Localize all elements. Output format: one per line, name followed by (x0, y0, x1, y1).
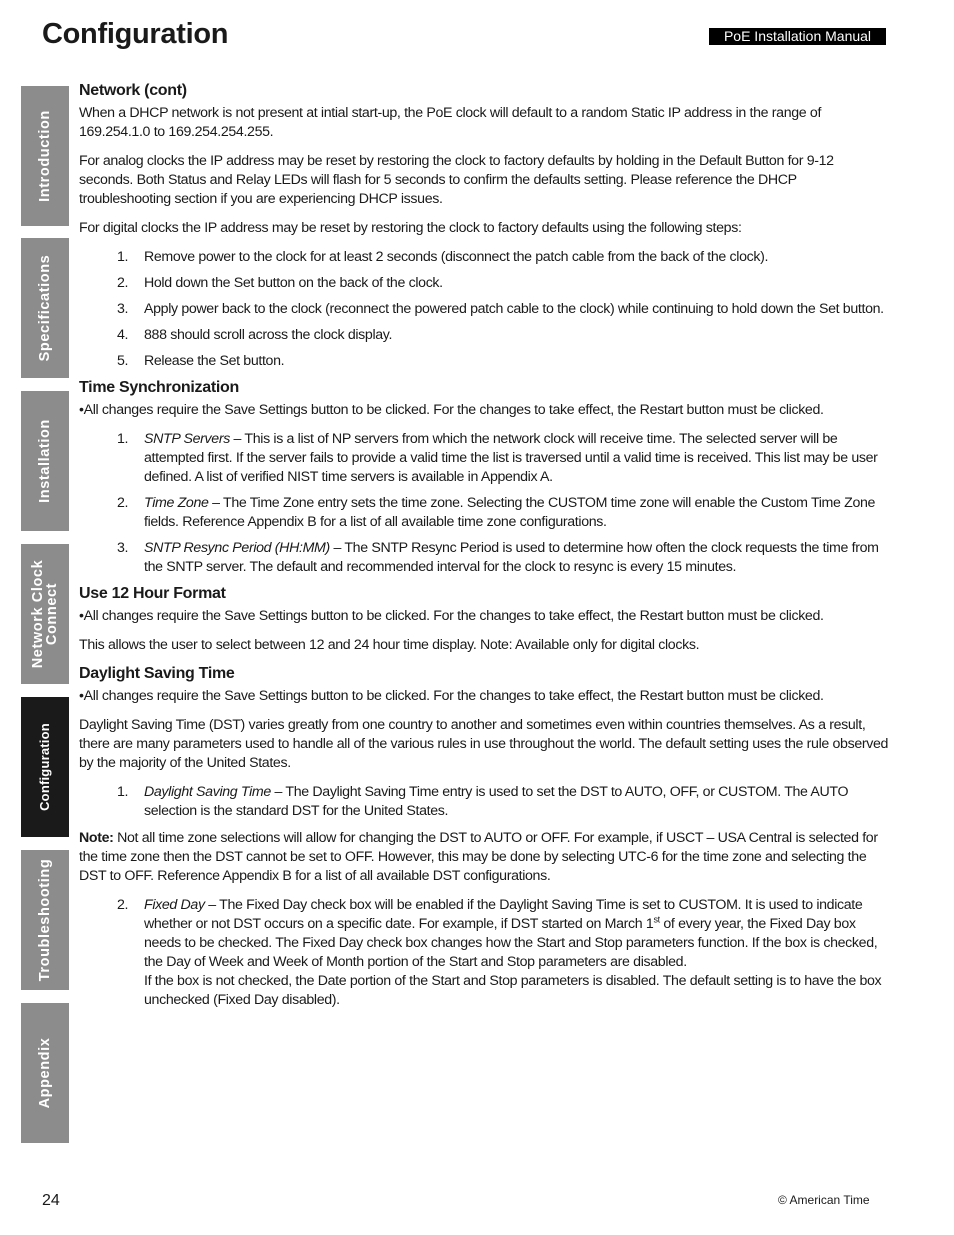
main-content (79, 82, 891, 1018)
side-tab-label: Appendix (37, 1037, 53, 1109)
list-item-term: SNTP Servers (144, 431, 230, 447)
list-item-text: Release the Set button. (144, 353, 285, 369)
list-number: 1. (117, 784, 129, 800)
list-item-term: Time Zone (144, 495, 209, 511)
section-heading-hour-format: Use 12 Hour Format (79, 585, 226, 602)
list-item-text: – The Time Zone entry sets the time zone. Selecting the CUSTOM time zone will enable the Custom Time Zone fields. Reference Appendix B for a list of all available time zone configurations. (144, 495, 876, 530)
list-item-text: 888 should scroll across the clock display. (144, 327, 393, 343)
list-number: 1. (117, 431, 129, 447)
list-item (79, 300, 891, 319)
side-tab-installation[interactable] (21, 391, 69, 531)
list-item-text: – The SNTP Resync Period is used to determine how often the clock requests the time from the SNTP server. The default and recommended interval for the clock to resync is every 15 minutes. (144, 540, 879, 575)
side-tab-label: Troubleshooting (37, 858, 53, 982)
list-item (79, 539, 891, 577)
paragraph: •All changes require the Save Settings button to be clicked. For the changes to take effect, the Restart button must be clicked. (79, 688, 824, 704)
page-title: Configuration (42, 18, 229, 50)
side-tab-label: Installation (37, 419, 53, 503)
page-number: 24 (42, 1192, 60, 1209)
list-item-text: If the box is not checked, the Date portion of the Start and Stop parameters is disabled. The default setting is to have the box unchecked (Fixed Day disabled). (144, 973, 882, 1008)
paragraph: For analog clocks the IP address may be reset by restoring the clock to factory defaults by holding in the Default Button for 9-12 seconds. Both Status and Relay LEDs will flash for 5 seconds to confirm the defaults setting. Please reference the DHCP troubleshooting section if you are experiencing DHCP issues. (79, 153, 834, 207)
list-item (79, 430, 891, 487)
list-item (79, 352, 891, 371)
list-number: 1. (117, 249, 129, 265)
dst-list (79, 783, 891, 821)
list-item (79, 783, 891, 821)
list-item-text: Hold down the Set button on the back of the clock. (144, 275, 443, 291)
copyright: © American Time (778, 1193, 870, 1207)
side-tab-introduction[interactable] (21, 86, 69, 226)
list-item-text: – The Daylight Saving Time entry is used to set the DST to AUTO, OFF, or CUSTOM. The AUTO selection is the standard DST for the United States. (144, 784, 849, 819)
note-label: Note: (79, 830, 114, 846)
paragraph: Daylight Saving Time (DST) varies greatly from one country to another and sometimes even within countries themselves. As a result, there are many parameters used to handle all of the various rules in use throughout the world. The default setting uses the rule observed by the majority of the United States. (79, 717, 889, 771)
side-tab-configuration[interactable] (21, 697, 69, 837)
side-tab-troubleshooting[interactable] (21, 850, 69, 990)
list-number: 2. (117, 275, 129, 291)
list-item-term: Fixed Day (144, 897, 205, 913)
list-number: 3. (117, 540, 129, 556)
list-item (79, 896, 891, 1010)
list-number: 4. (117, 327, 129, 343)
time-sync-list (79, 430, 891, 577)
list-item (79, 274, 891, 293)
section-heading-network: Network (cont) (79, 82, 187, 99)
list-number: 3. (117, 301, 129, 317)
side-tab-network-clock-connect[interactable] (21, 544, 69, 684)
side-tab-label-line2: Connect (44, 582, 60, 646)
superscript: st (653, 914, 660, 925)
paragraph: For digital clocks the IP address may be reset by restoring the clock to factory defaults using the following steps: (79, 220, 742, 236)
list-item-text: – This is a list of NP servers from which the network clock will receive time. The selected server will be attempted first. If the server fails to provide a valid time the list is traversed until a valid time is received. This list may be user defined. A list of verified NIST time servers is available in Appendix A. (144, 431, 878, 485)
list-item-term: SNTP Resync Period (HH:MM) (144, 540, 330, 556)
note-paragraph (79, 829, 891, 886)
side-tab-label-line1: Network Clock (30, 559, 46, 669)
list-number: 2. (117, 495, 129, 511)
paragraph: •All changes require the Save Settings button to be clicked. For the changes to take effect, the Restart button must be clicked. (79, 402, 824, 418)
list-item-text: – The Fixed Day check box will be enabled if the Daylight Saving Time is set to CUSTOM. It is used to indicate whether or not DST occurs on a specific date. For example, if DST started on March 1 (144, 897, 863, 932)
side-tab-appendix[interactable] (21, 1003, 69, 1143)
list-item-text: Remove power to the clock for at least 2 seconds (disconnect the patch cable from the back of the clock). (144, 249, 769, 265)
list-item-term: Daylight Saving Time (144, 784, 271, 800)
list-number: 5. (117, 353, 129, 369)
side-tab-specifications[interactable] (21, 238, 69, 378)
paragraph: •All changes require the Save Settings button to be clicked. For the changes to take effect, the Restart button must be clicked. (79, 608, 824, 624)
side-tab-label: Introduction (37, 110, 53, 202)
paragraph: This allows the user to select between 12 and 24 hour time display. Note: Available only for digital clocks. (79, 637, 700, 653)
list-item (79, 494, 891, 532)
list-item-text: of every year, the Fixed Day box needs to be checked. The Fixed Day check box changes how the Start and Stop parameters function. If the box is checked, the Day of Week and Week of Month portion of the Start and Stop parameters are disabled. (144, 916, 878, 970)
side-tab-label: Specifications (37, 254, 53, 362)
side-tab-label: Configuration (37, 723, 52, 811)
dst-list-continued (79, 896, 891, 1010)
list-item (79, 326, 891, 345)
list-number: 2. (117, 897, 129, 913)
section-heading-dst: Daylight Saving Time (79, 665, 235, 682)
list-item-text: Apply power back to the clock (reconnect the powered patch cable to the clock) while continuing to hold down the Set button. (144, 301, 884, 317)
side-tab-label (31, 560, 59, 669)
section-heading-time-sync: Time Synchronization (79, 379, 239, 396)
manual-title-badge: PoE Installation Manual (709, 28, 886, 45)
note-text: Not all time zone selections will allow for changing the DST to AUTO or OFF. For example, if USCT – USA Central is selected for the time zone then the DST cannot be set to OFF. However, this may be done by selecting UTC-6 for the time zone and selecting the DST to OFF. Reference Appendix B for a list of all available DST configurations. (79, 830, 878, 884)
reset-steps-list (79, 248, 891, 371)
paragraph: When a DHCP network is not present at intial start-up, the PoE clock will default to a random Static IP address in the range of 169.254.1.0 to 169.254.254.255. (79, 105, 822, 140)
list-item (79, 248, 891, 267)
